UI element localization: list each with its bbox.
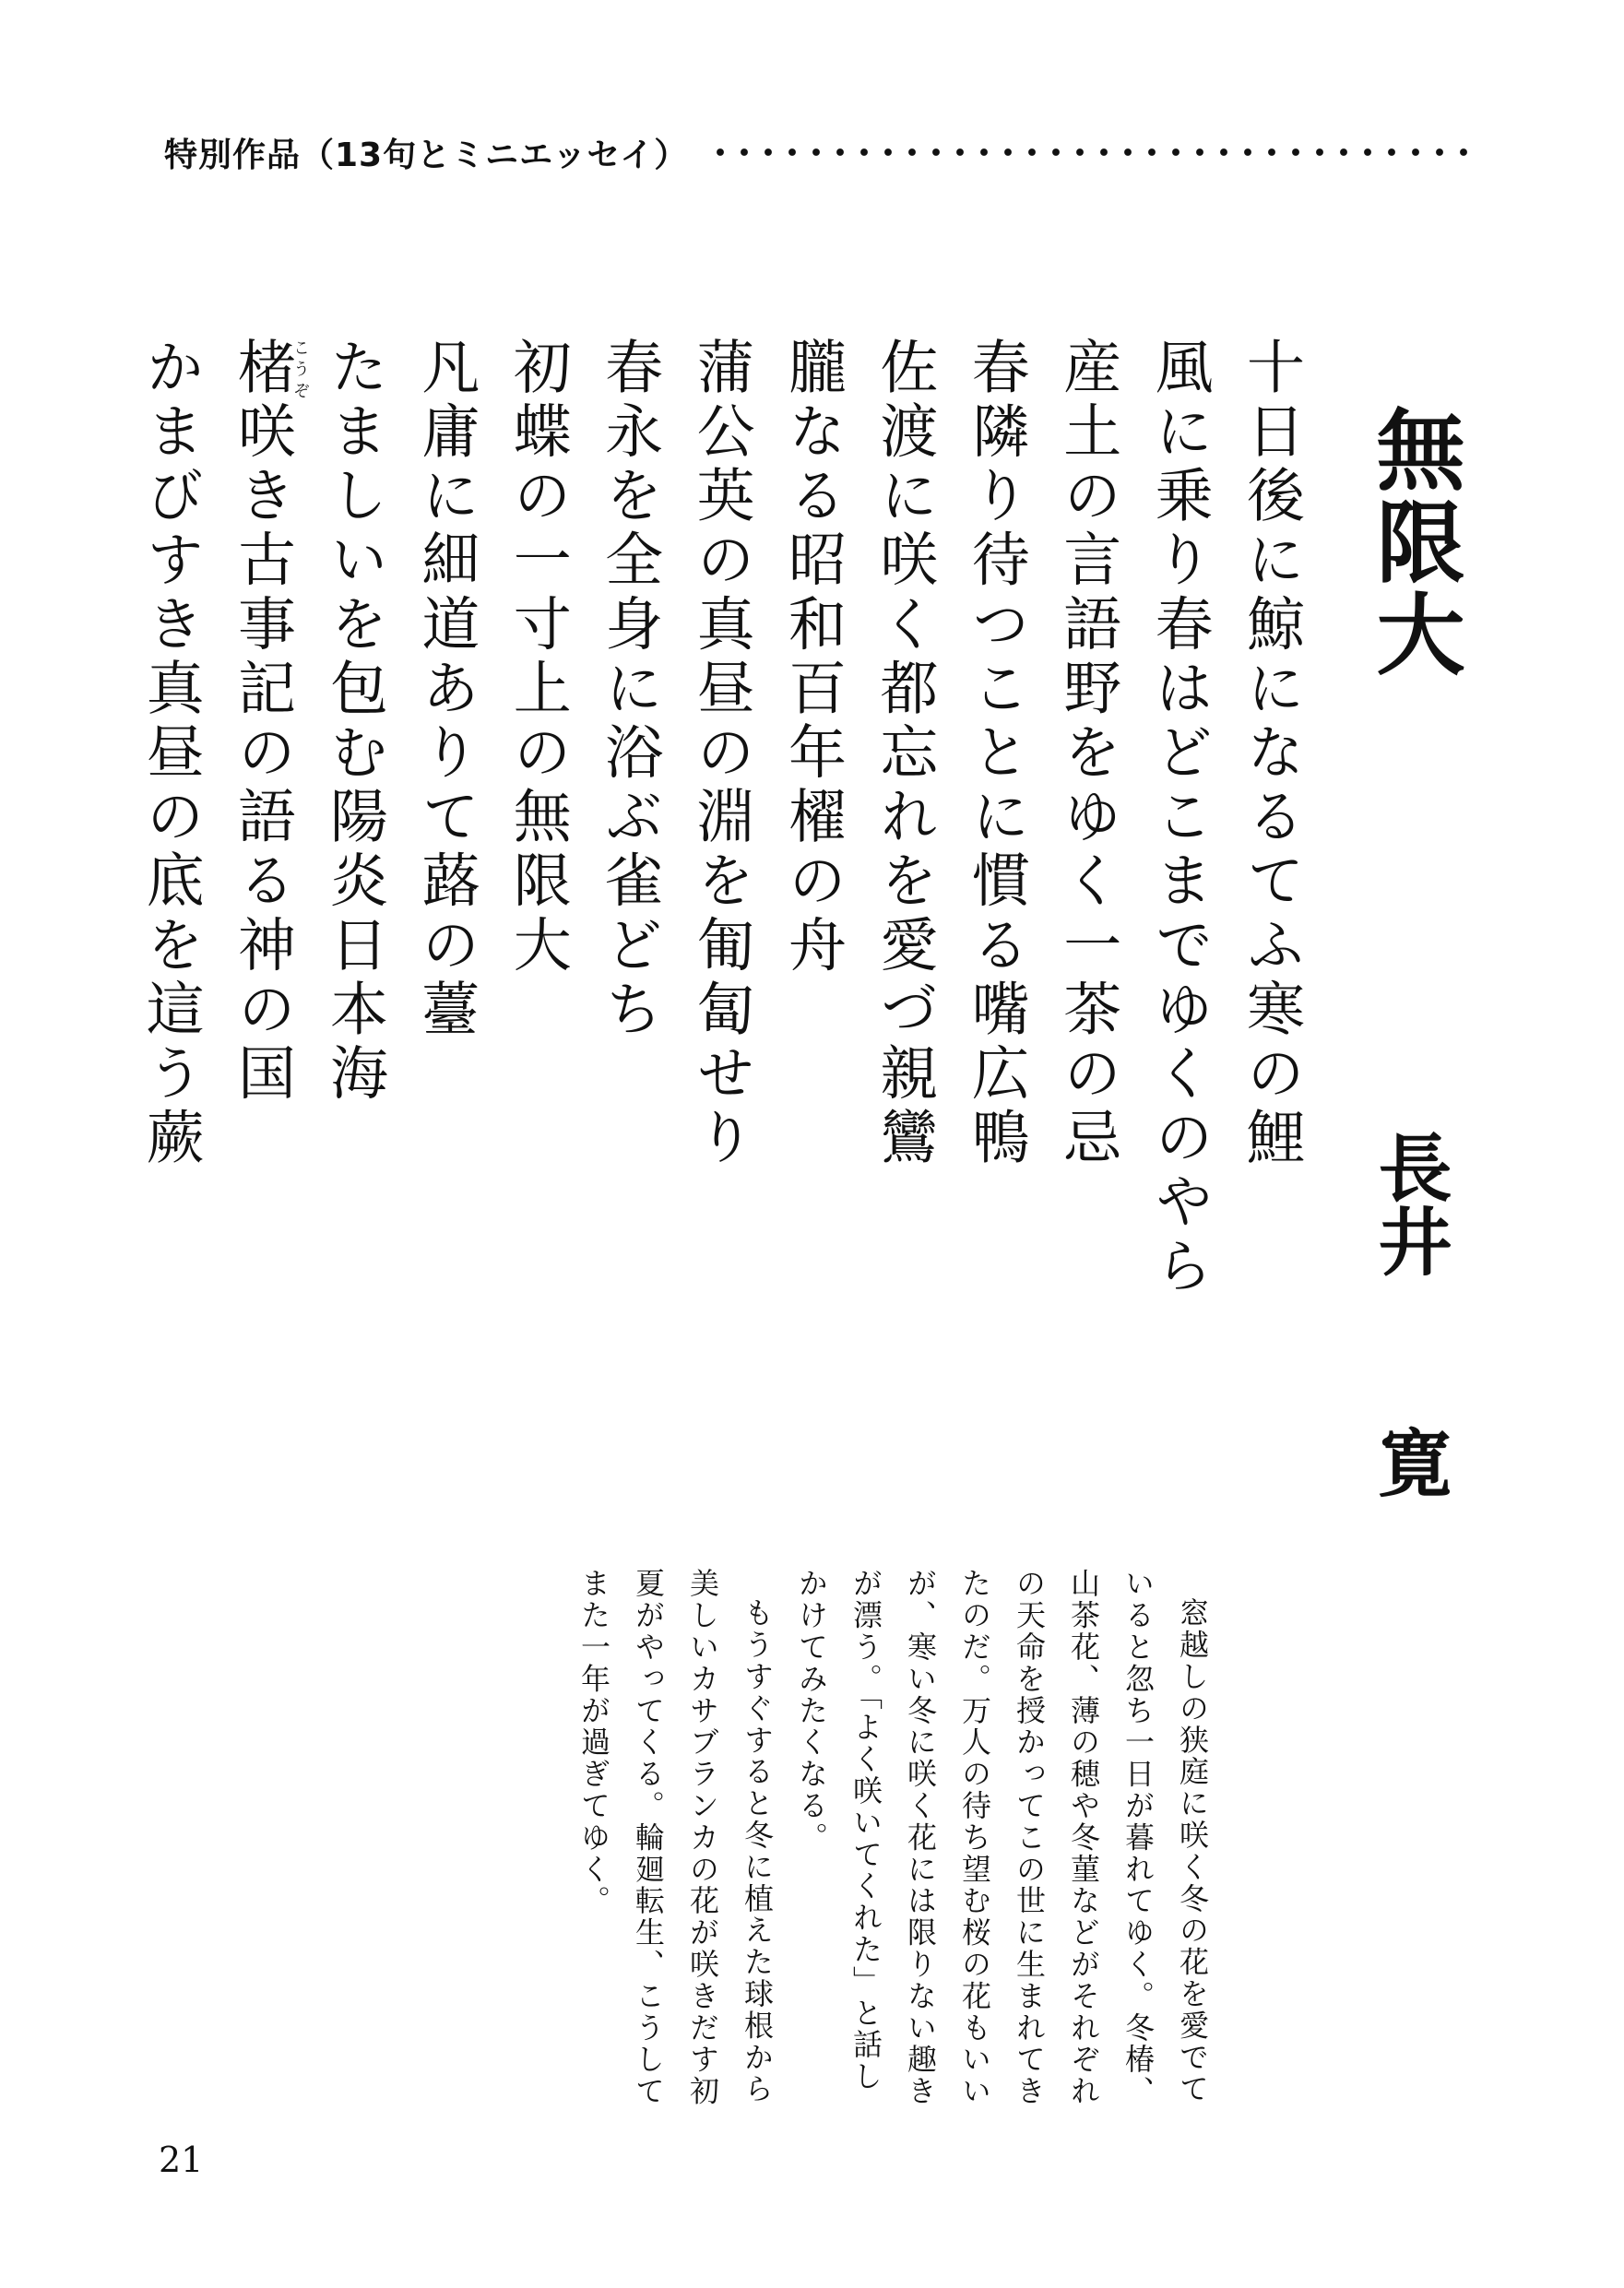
haiku-line: 春隣り待つことに慣る嘴広鴨: [962, 337, 1030, 1171]
haiku-line: 風に乗り春はどこまでゆくのやら: [1145, 337, 1214, 1299]
haiku-line: 春永を全身に浴ぶ雀どち: [596, 337, 664, 1043]
section-title: 特別作品（13句とミニエッセイ）: [164, 136, 689, 174]
page-number: 21: [159, 2140, 204, 2180]
work-title: 無限大: [1362, 404, 1466, 681]
haiku-line: 蒲公英の真昼の淵を匍匐せり: [687, 337, 755, 1171]
haiku-line: かまびすき真昼の底を這う蕨: [136, 337, 205, 1171]
mini-essay: [537, 1568, 1219, 2121]
author-family-name: 長井: [1366, 1130, 1452, 1277]
haiku-line: [217, 337, 309, 1305]
haiku-line: 産土の言語野をゆく一茶の忌: [1054, 337, 1122, 1171]
haiku-line: 凡庸に細道ありて蕗の薹: [412, 337, 480, 1043]
haiku-line: たましいを包む陽炎日本海: [320, 337, 388, 1108]
essay-paragraph: もうすぐすると冬に植えた球根から美しいカサブランカの花が咲きだす初夏がやってくる。輪廻転生、こうしてまた一年が過ぎてゆく。: [576, 1568, 775, 2107]
haiku-line-rest: 咲き古事記の語る神の国: [229, 400, 297, 1108]
essay-paragraph: 窓越しの狭庭に咲く冬の花を愛でていると忽ち一日が暮れてゆく。冬椿、山茶花、薄の穂や冬菫などがそれぞれの天命を授かってこの世に生まれてきたのだ。万人の待ち望む桜の花もいいが、寒い冬に咲く花には限りない趣きが漂う。「よく咲いてくれた」と話しかけてみたくなる。: [794, 1568, 1210, 2107]
ruby-reading: こうぞ: [290, 337, 311, 401]
haiku-line: 朧なる昭和百年櫂の舟: [778, 337, 847, 978]
haiku-list: [136, 337, 1317, 1305]
ruby-base: 楮: [229, 337, 297, 401]
ruby-word: [229, 337, 311, 401]
haiku-line: 十日後に鯨になるてふ寒の鯉: [1238, 337, 1305, 1171]
haiku-line: 初蝶の一寸上の無限大: [504, 337, 572, 978]
haiku-line: 佐渡に咲く都忘れを愛づ親鸞: [871, 337, 939, 1171]
author-given-name: 寛: [1366, 1425, 1452, 1499]
author-name: [1366, 1130, 1452, 1499]
section-header: [164, 124, 1483, 180]
dotted-leader: [708, 148, 1483, 156]
